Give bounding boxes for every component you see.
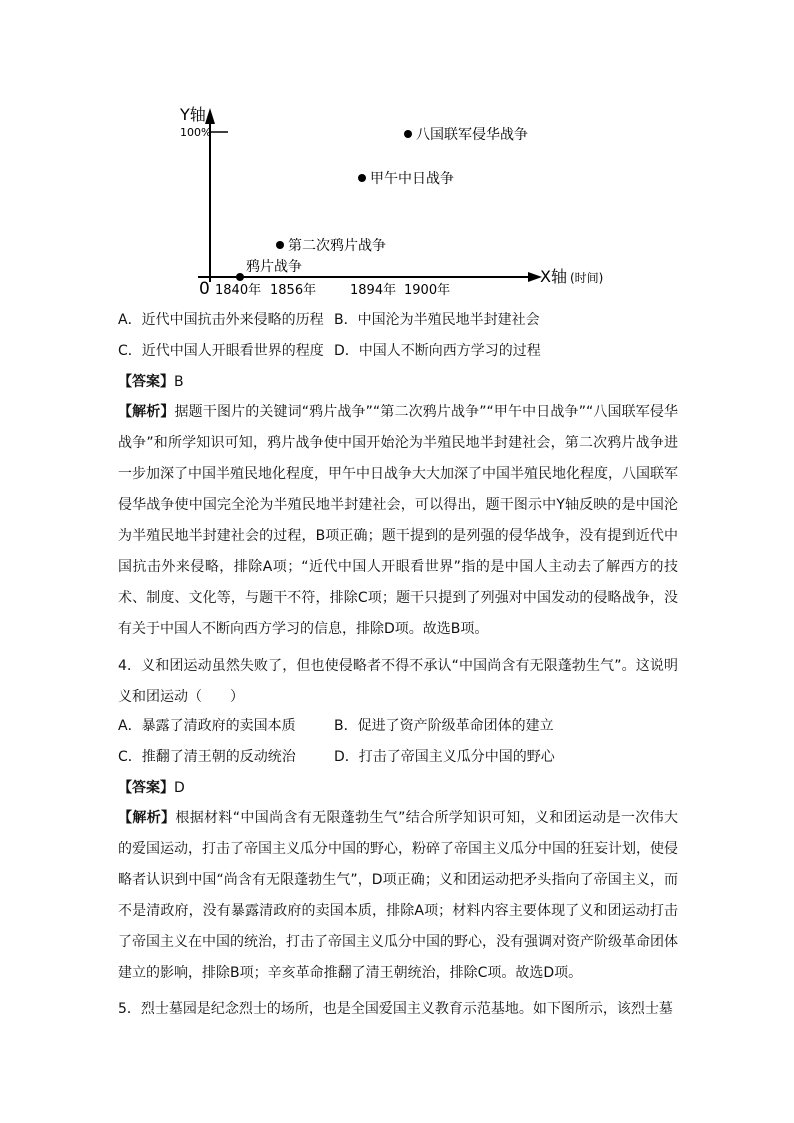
answer-value: D: [174, 780, 185, 796]
q4-option-d: D．打击了帝国主义瓜分中国的野心: [334, 749, 555, 765]
q4-analysis: [118, 803, 678, 989]
answer-value: B: [174, 374, 184, 390]
event-point: [276, 241, 284, 249]
q3-answer: [118, 372, 678, 392]
q4-options-row-2: [118, 747, 678, 767]
x-tick-label: 1894年: [350, 283, 397, 298]
q4-stem: 4．义和团运动虽然失败了，但也使侵略者不得不承认“中国尚含有无限蓬勃生气”。这说明义和团运动（ ）: [118, 658, 678, 705]
q3-option-a: A．近代中国抗击外来侵略的历程: [118, 312, 324, 328]
x-tick-label: 1856年: [270, 283, 317, 298]
q3-analysis: [118, 397, 678, 645]
timeline-figure: [0, 0, 794, 300]
event-point: [404, 130, 412, 138]
q3-option-c: C．近代中国人开眼看世界的程度: [118, 343, 324, 359]
x-axis-unit: (时间): [570, 271, 604, 285]
analysis-tag: 【解析】: [118, 404, 175, 420]
event-label: 八国联军侵华战争: [416, 127, 528, 143]
analysis-text: 据题干图片的关键词“鸦片战争”“第二次鸦片战争”“甲午中日战争”“八国联军侵华战争”和所学知识可知，鸦片战争使中国开始沦为半殖民地半封建社会，第二次鸦片战争进一步加深了中国半殖民地化程度，甲午中日战争大大加深了中国半殖民地化程度，八国联军侵华战争使中国完全沦为半殖民地半封建社会，可以得出，题干图示中Y轴反映的是中国沦为半殖民地半封建社会的过程，B项正确；题干提到的是列强的侵华战争，没有提到近代中国抗击外来侵略，排除A项；“近代中国人开眼看世界”指的是中国人主动去了解西方的技术、制度、文化等，与题干不符，排除C项；题干只提到了列强对中国发动的侵略战争，没有关于中国人不断向西方学习的信息，排除D项。故选B项。: [118, 404, 678, 637]
event-label: 鸦片战争: [246, 259, 302, 275]
event-point: [358, 174, 366, 182]
q4-options-row-1: [118, 716, 678, 736]
event-point: [236, 273, 244, 281]
y-axis-label: Y轴: [180, 105, 206, 124]
q3-options-row-2: [118, 341, 678, 361]
q4-option-c: C．推翻了清王朝的反动统治: [118, 749, 296, 765]
event-label: 甲午中日战争: [370, 171, 454, 187]
x-tick-label: 1900年: [404, 283, 451, 298]
q3-option-b: B．中国沦为半殖民地半封建社会: [334, 312, 540, 328]
q3-options-row-1: [118, 310, 678, 330]
answer-tag: 【答案】: [118, 780, 174, 796]
y-tick-label: 100%: [180, 126, 212, 139]
q5-stem: 5．烈士墓园是纪念烈士的场所，也是全国爱国主义教育示范基地。如下图所示，该烈士墓: [118, 1001, 673, 1017]
q3-option-d: D．中国人不断向西方学习的过程: [334, 343, 541, 359]
y-axis-arrow: [205, 108, 215, 124]
q4-option-a: A．暴露了清政府的卖国本质: [118, 718, 296, 734]
x-axis-label: X轴: [540, 267, 567, 286]
analysis-tag: 【解析】: [118, 810, 176, 826]
analysis-text: 根据材料“中国尚含有无限蓬勃生气”结合所学知识可知，义和团运动是一次伟大的爱国运动，打击了帝国主义瓜分中国的野心，粉碎了帝国主义瓜分中国的狂妄计划，使侵略者认识到中国“尚含有无限蓬勃生气”，D项正确；义和团运动把矛头指向了帝国主义，而不是清政府，没有暴露清政府的卖国本质，排除A项；材料内容主要体现了义和团运动打击了帝国主义在中国的统治，打击了帝国主义瓜分中国的野心，没有强调对资产阶级革命团体建立的影响，排除B项；辛亥革命推翻了清王朝统治，排除C项。故选D项。: [118, 810, 678, 981]
answer-tag: 【答案】: [118, 374, 174, 390]
q4-answer: [118, 778, 678, 798]
event-label: 第二次鸦片战争: [288, 238, 386, 254]
q4-option-b: B．促进了资产阶级革命团体的建立: [334, 718, 554, 734]
x-tick-label: 1840年: [215, 283, 262, 298]
origin-label: 0: [199, 279, 210, 299]
